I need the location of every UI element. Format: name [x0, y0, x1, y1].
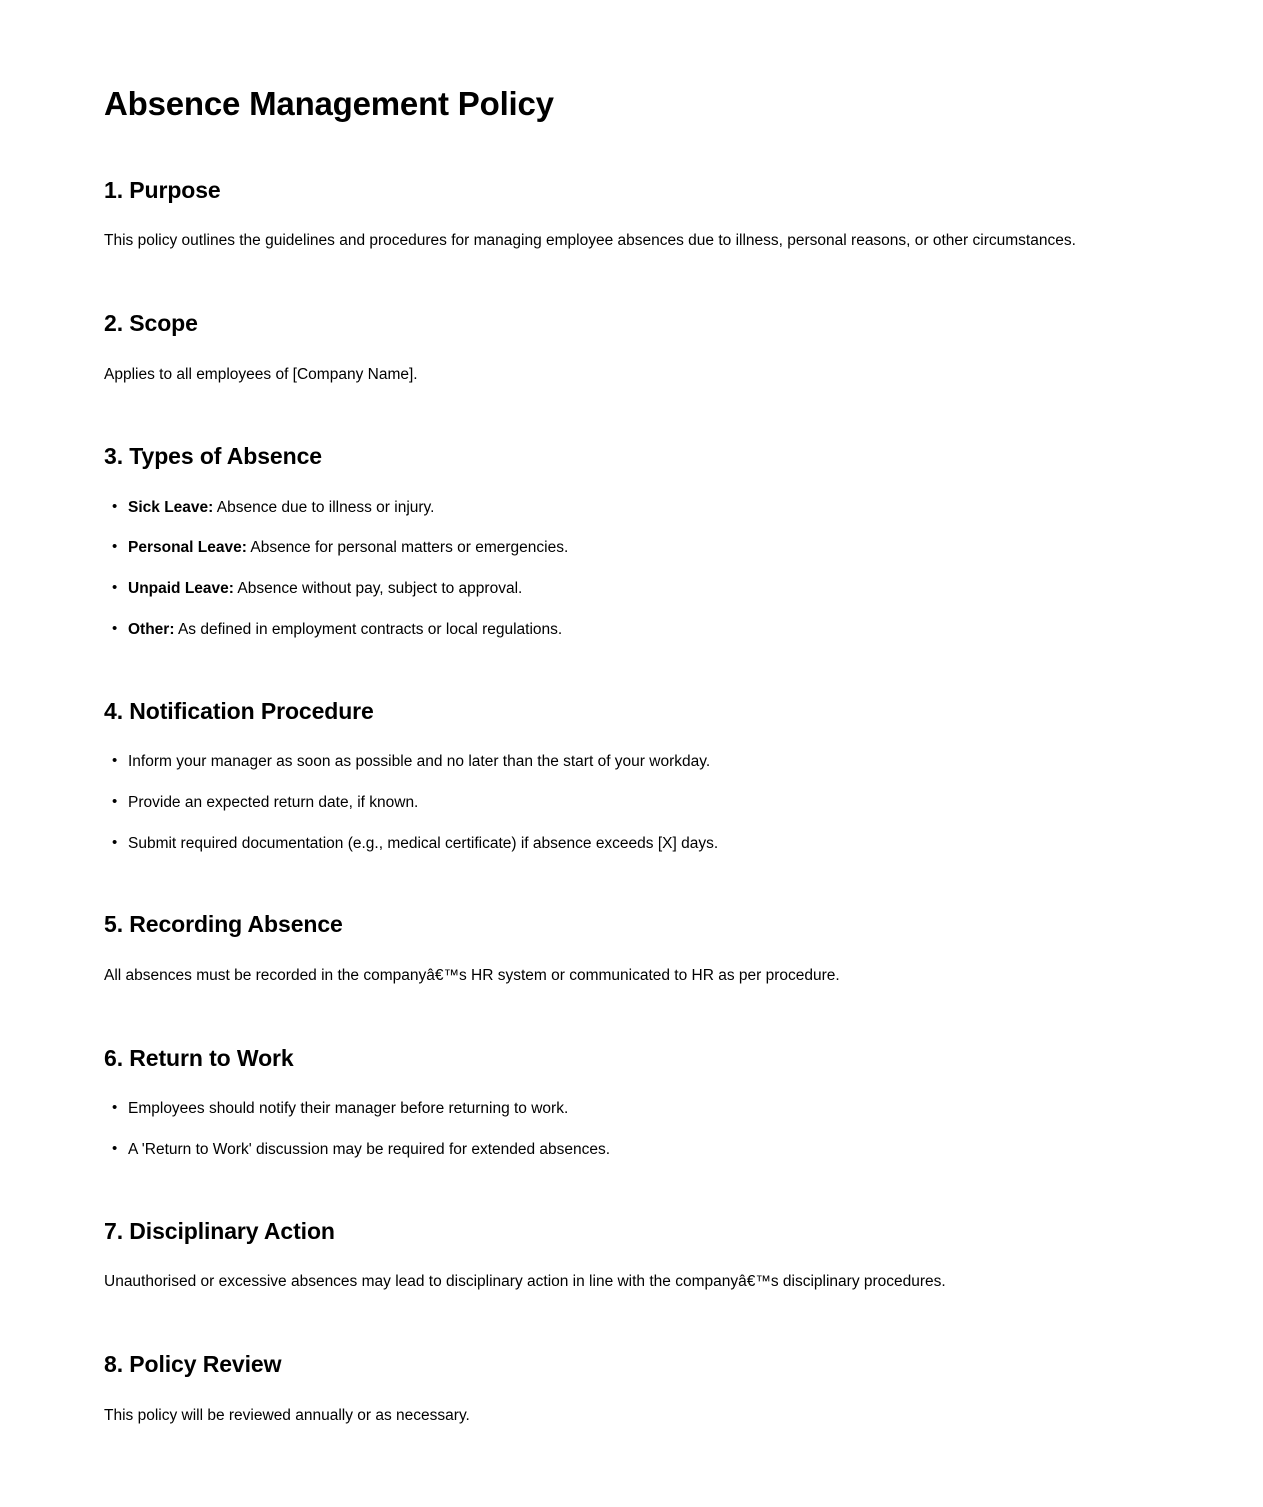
- section-bullet-list: [104, 751, 1159, 854]
- section-bullet-list: [104, 497, 1159, 641]
- section-paragraph: All absences must be recorded in the companyâ€™s HR system or communicated to HR as per procedure.: [104, 967, 840, 985]
- list-item: [104, 1139, 1159, 1161]
- list-item-text: As defined in employment contracts or local regulations.: [174, 620, 563, 638]
- section-heading: 4. Notification Procedure: [104, 697, 374, 724]
- list-item-text: Provide an expected return date, if known.: [128, 793, 419, 811]
- list-item-text: Absence for personal matters or emergencies.: [246, 539, 569, 557]
- list-item-label: Personal Leave:: [128, 539, 247, 557]
- list-item-text: Absence due to illness or injury.: [213, 498, 435, 516]
- policy-section: [104, 176, 1159, 253]
- list-item-text: Inform your manager as soon as possible and no later than the start of your workday.: [128, 753, 711, 771]
- policy-section: [104, 1217, 1159, 1294]
- list-item: [104, 537, 1159, 559]
- document-sections: [104, 176, 1159, 1428]
- list-item: [104, 619, 1159, 641]
- list-item: [104, 751, 1159, 773]
- section-heading: 1. Purpose: [104, 176, 221, 203]
- list-item-label: Sick Leave:: [128, 498, 214, 516]
- list-item: [104, 578, 1159, 600]
- page-title: Absence Management Policy: [104, 85, 554, 122]
- section-paragraph: Unauthorised or excessive absences may lead to disciplinary action in line with the companyâ€™s disciplinary procedures.: [104, 1273, 946, 1291]
- list-item-label: Other:: [128, 620, 175, 638]
- section-heading: 6. Return to Work: [104, 1044, 294, 1071]
- list-item-text: A 'Return to Work' discussion may be required for extended absences.: [128, 1141, 611, 1158]
- section-bullet-list: [104, 1098, 1159, 1160]
- policy-section: [104, 697, 1159, 855]
- section-paragraph: This policy outlines the guidelines and procedures for managing employee absences due to illness, personal reasons, or other circumstances.: [104, 232, 1076, 250]
- section-paragraph: This policy will be reviewed annually or as necessary.: [104, 1406, 470, 1424]
- list-item-label: Unpaid Leave:: [128, 580, 234, 598]
- section-heading: 5. Recording Absence: [104, 911, 343, 938]
- policy-section: [104, 910, 1159, 987]
- list-item: [104, 1098, 1159, 1120]
- section-heading: 8. Policy Review: [104, 1350, 282, 1377]
- section-heading: 7. Disciplinary Action: [104, 1217, 335, 1244]
- section-heading: 2. Scope: [104, 309, 198, 336]
- list-item-text: Submit required documentation (e.g., medical certificate) if absence exceeds [X] days.: [128, 834, 719, 852]
- list-item-text: Absence without pay, subject to approval.: [233, 580, 523, 598]
- list-item-text: Employees should notify their manager before returning to work.: [128, 1100, 569, 1118]
- section-heading: 3. Types of Absence: [104, 443, 322, 470]
- policy-section: [104, 1044, 1159, 1161]
- list-item: [104, 833, 1159, 855]
- list-item: [104, 497, 1159, 519]
- policy-section: [104, 1350, 1159, 1427]
- policy-section: [104, 309, 1159, 386]
- policy-section: [104, 442, 1159, 641]
- list-item: [104, 792, 1159, 814]
- section-paragraph: Applies to all employees of [Company Name].: [104, 365, 418, 383]
